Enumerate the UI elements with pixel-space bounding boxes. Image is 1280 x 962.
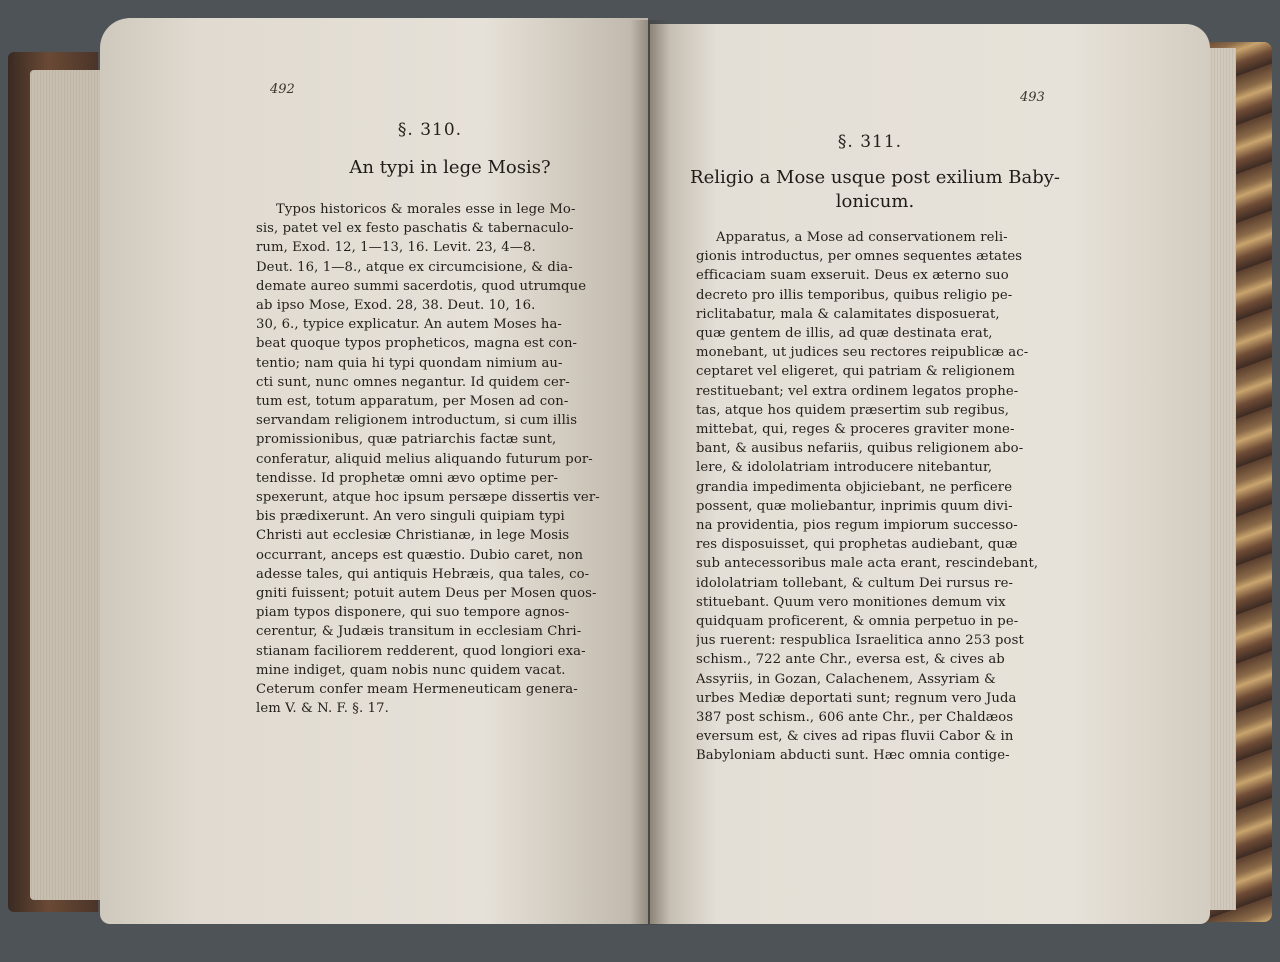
left-heading: An typi in lege Mosis? [349, 157, 551, 178]
text-line: jus ruerent: respublica Israelitica anno 253 post [696, 633, 1024, 649]
right-body-text [696, 228, 1062, 766]
text-line: servandam religionem introductum, si cum illis [256, 413, 578, 429]
text-line: occurrant, anceps est quæstio. Dubio caret, non [256, 547, 584, 563]
text-line: quæ gentem de illis, ad quæ destinata erat, [696, 326, 993, 342]
text-line: efficaciam suam exseruit. Deus ex æterno suo [696, 268, 1009, 284]
text-line: rum, Exod. 12, 1—13, 16. Levit. 23, 4—8. [256, 240, 536, 256]
text-line: ceptaret vel eligeret, qui patriam & religionem [696, 364, 1015, 380]
text-line: bis prædixerunt. An vero singuli quipiam typi [256, 509, 565, 525]
text-line: mittebat, qui, reges & proceres graviter mone- [696, 422, 1015, 438]
right-section-number: §. 311. [837, 132, 903, 152]
text-line: piam typos disponere, qui suo tempore agnos- [256, 605, 570, 621]
text-line: stituebant. Quum vero monitiones demum vix [696, 594, 1006, 610]
text-line: eversum est, & cives ad ripas fluvii Cabor & in [696, 729, 1014, 745]
text-line: decreto pro illis temporibus, quibus religio pe- [696, 287, 1013, 303]
text-line: na providentia, pios regum impiorum successo- [696, 518, 1018, 534]
text-line: grandia impedimenta objiciebant, ne perficere [696, 479, 1013, 495]
text-line: urbes Mediæ deportati sunt; regnum vero Juda [696, 690, 1017, 706]
text-line: restituebant; vel extra ordinem legatos prophe- [696, 383, 1019, 399]
text-line: ab ipso Mose, Exod. 28, 38. Deut. 10, 16. [256, 298, 536, 314]
right-heading [680, 166, 1070, 214]
text-line: Deut. 16, 1—8., atque ex circumcisione, & dia- [256, 259, 573, 275]
text-line: Babyloniam abducti sunt. Hæc omnia contige- [696, 748, 1010, 764]
right-heading-line1: Religio a Mose usque post exilium Baby- [690, 167, 1060, 188]
text-line: gniti fuissent; potuit autem Deus per Mosen quos- [256, 586, 597, 602]
text-line: 387 post schism., 606 ante Chr., per Chaldæos [696, 710, 1014, 726]
text-line: adesse tales, qui antiquis Hebræis, qua tales, co- [256, 566, 590, 582]
text-line: sub antecessoribus male acta erant, rescindebant, [696, 556, 1039, 572]
book-gutter [630, 20, 670, 925]
right-page-number: 493 [1020, 90, 1045, 105]
right-heading-line2: lonicum. [835, 191, 915, 212]
text-line: schism., 722 ante Chr., eversa est, & cives ab [696, 652, 1005, 668]
text-line: gionis introductus, per omnes sequentes ætates [696, 249, 1023, 265]
text-line: stianam faciliorem redderent, quod longiori exa- [256, 643, 586, 659]
text-line: 30, 6., typice explicatur. An autem Moses ha- [256, 317, 562, 333]
text-line: mine indiget, quam nobis nunc quidem vacat. [256, 662, 566, 678]
text-line: lem V. & N. F. §. 17. [256, 701, 389, 717]
text-line: tendisse. Id prophetæ omni ævo optime per- [256, 470, 559, 486]
left-body-text [256, 200, 626, 718]
left-page-number: 492 [270, 82, 295, 97]
text-line: idololatriam tollebant, & cultum Dei rursus re- [696, 575, 1014, 591]
text-line: Apparatus, a Mose ad conservationem reli- [716, 230, 1008, 245]
text-line: cerentur, & Judæis transitum in ecclesiam Chri- [256, 624, 582, 640]
text-line: sis, patet vel ex festo paschatis & tabernaculo- [256, 221, 574, 237]
text-line: bant, & ausibus nefariis, quibus religionem abo- [696, 441, 1024, 457]
text-line: Assyriis, in Gozan, Calachenem, Assyriam & [696, 671, 996, 687]
text-line: promissionibus, quæ patriarchis factæ sunt, [256, 432, 557, 448]
text-line: monebant, ut judices seu rectores reipublicæ ac- [696, 345, 1029, 361]
text-line: quidquam proficerent, & omnia perpetuo in pe- [696, 614, 1019, 630]
page-edges-left [30, 70, 110, 900]
text-line: Ceterum confer meam Hermeneuticam genera- [256, 682, 578, 698]
text-line: lere, & idololatriam introducere nitebantur, [696, 460, 993, 476]
text-line: tentio; nam quia hi typi quondam nimium au- [256, 355, 563, 371]
text-line: demate aureo summi sacerdotis, quod utrumque [256, 278, 587, 294]
text-line: tum est, totum apparatum, per Mosen ad con- [256, 394, 569, 410]
text-line: possent, quæ moliebantur, inprimis quum divi- [696, 498, 1013, 514]
text-line: riclitabatur, mala & calamitates disposuerat, [696, 306, 1000, 322]
text-line: res disposuisset, qui prophetas audiebant, quæ [696, 537, 1018, 553]
text-line: cti sunt, nunc omnes negantur. Id quidem cer- [256, 374, 570, 390]
text-line: tas, atque hos quidem præsertim sub regibus, [696, 402, 1010, 418]
text-line: beat quoque typos propheticos, magna est con- [256, 336, 578, 352]
text-line: Christi aut ecclesiæ Christianæ, in lege Mosis [256, 528, 570, 544]
left-section-number: §. 310. [397, 120, 463, 140]
text-line: Typos historicos & morales esse in lege Mo- [276, 202, 576, 217]
text-line: spexerunt, atque hoc ipsum persæpe dissertis ver- [256, 490, 600, 506]
text-line: conferatur, aliquid melius aliquando futurum por- [256, 451, 593, 467]
